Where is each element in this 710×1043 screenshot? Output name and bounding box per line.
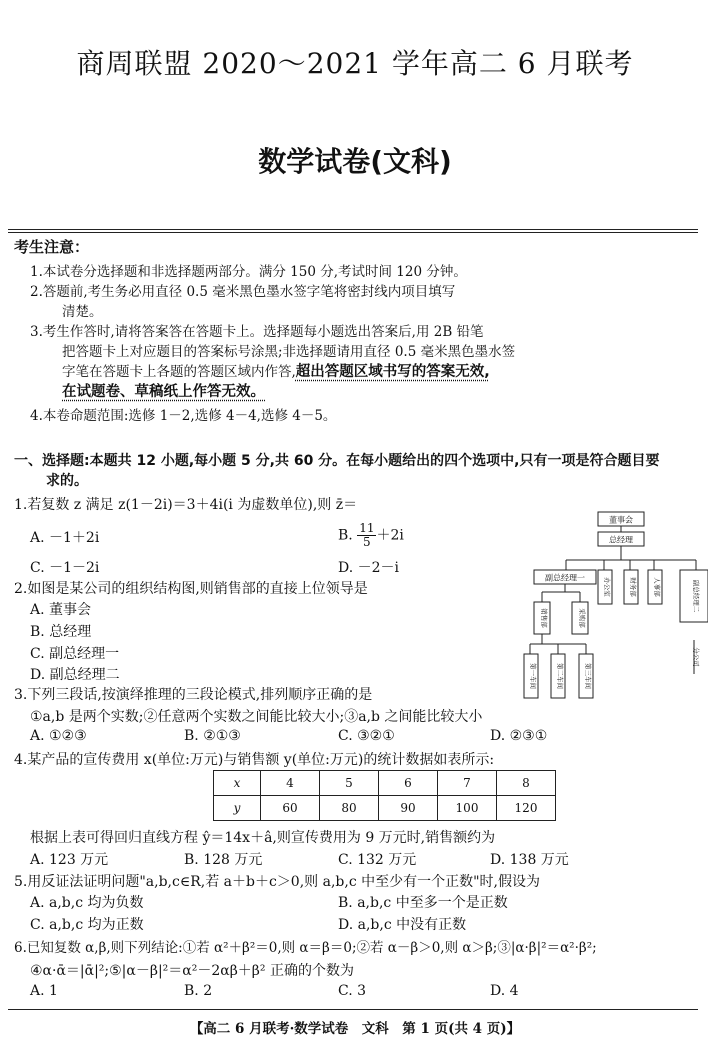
q5-stem: 5.用反证法证明问题"a,b,c∈R,若 a＋b＋c＞0,则 a,b,c 中至少有一个正数"时,假设为 [14, 874, 540, 890]
q6-option-d: D. 4 [490, 983, 519, 999]
org-node-finance: 财务部 [629, 577, 637, 597]
q1-option-c: C. －1－2i [30, 560, 100, 576]
notice-item-3: 3.考生作答时,请将答案答在答题卡上。选择题每小题选出答案后,用 2B 铅笔 [30, 324, 484, 340]
table-cell: 90 [379, 796, 438, 821]
org-node-ceo: 总经理 [609, 535, 633, 545]
q6-stem: 6.已知复数 α,β,则下列结论:①若 α²＋β²＝0,则 α＝β＝0;②若 α－β＞0,则 α＞β;③|α·β|²＝α²·β²; [14, 940, 597, 956]
q3-option-d: D. ②③① [490, 728, 548, 744]
org-node-office: 办公室 [603, 577, 611, 597]
q1-fraction-den: 5 [363, 535, 371, 549]
org-node-sales: 销售部 [540, 608, 548, 628]
q1-option-b-fraction [357, 522, 376, 549]
divider-top [8, 229, 698, 230]
table-cell: 100 [438, 796, 497, 821]
table-cell: 80 [320, 796, 379, 821]
org-node-workshop2: 第二车间 [556, 663, 564, 689]
notice-item-4: 4.本卷命题范围:选修 1－2,选修 4－4,选修 4－5。 [30, 408, 337, 424]
q1-option-a: A. －1＋2i [30, 530, 100, 546]
q5-option-c: C. a,b,c 均为正数 [30, 917, 144, 933]
table-cell: 120 [497, 796, 556, 821]
q3-option-b: B. ②①③ [184, 728, 241, 744]
section-heading-cont: 求的。 [46, 473, 88, 489]
q2-option-d: D. 副总经理二 [30, 667, 120, 683]
q1-option-b-label: B. [338, 527, 353, 544]
exam-title: 商周联盟 2020～2021 学年高二 6 月联考 [76, 47, 634, 80]
q1-option-b [338, 522, 404, 549]
q4-data-table [213, 770, 556, 821]
q4-option-d: D. 138 万元 [490, 852, 569, 868]
q5-option-d: D. a,b,c 中没有正数 [338, 917, 467, 933]
table-cell: 5 [320, 771, 379, 796]
q2-option-b: B. 总经理 [30, 624, 92, 640]
org-node-vp1: 副总经理一 [545, 573, 585, 583]
table-cell: 8 [497, 771, 556, 796]
q2-option-c: C. 副总经理一 [30, 646, 120, 662]
org-node-board: 董事会 [609, 515, 633, 525]
q2-option-a: A. 董事会 [30, 602, 92, 618]
org-node-workshop3: 第三车间 [584, 663, 592, 689]
org-node-vp2: 副总经理二 [692, 579, 700, 613]
table-cell: y [214, 796, 261, 821]
q1-stem: 1.若复数 z 满足 z(1－2i)＝3＋4i(i 为虚数单位),则 z̄＝ [14, 497, 358, 513]
q5-option-b: B. a,b,c 中至多一个是正数 [338, 895, 508, 911]
q4-stem-2: 根据上表可得回归直线方程 ŷ＝14x＋â,则宣传费用为 9 万元时,销售额约为 [30, 830, 496, 846]
notice-item-3b: 把答题卡上对应题目的答案标号涂黑;非选择题请用直径 0.5 毫米黑色墨水签 [62, 344, 516, 360]
notice-item-3c-text: 字笔在答题卡上各题的答题区域内作答, [62, 364, 296, 380]
notice-emphasis-1: 超出答题区域书写的答案无效, [295, 364, 490, 380]
notice-item-1: 1.本试卷分选择题和非选择题两部分。满分 150 分,考试时间 120 分钟。 [30, 264, 467, 280]
table-row-y [214, 796, 556, 821]
q6-option-a: A. 1 [30, 983, 58, 999]
q1-option-d: D. －2－i [338, 560, 400, 576]
q2-stem: 2.如图是某公司的组织结构图,则销售部的直接上位领导是 [14, 581, 368, 597]
org-node-hr: 人事部 [653, 577, 661, 597]
table-row-x [214, 771, 556, 796]
q6-option-b: B. 2 [184, 983, 213, 999]
q1-fraction-num: 11 [359, 521, 375, 535]
notice-item-3c [62, 360, 490, 381]
table-cell: x [214, 771, 261, 796]
q4-option-b: B. 128 万元 [184, 852, 263, 868]
q3-stem: 3.下列三段话,按演绎推理的三段论模式,排列顺序正确的是 [14, 687, 373, 703]
q6-option-c: C. 3 [338, 983, 367, 999]
table-cell: 4 [261, 771, 320, 796]
q4-option-a: A. 123 万元 [30, 852, 109, 868]
divider-bottom [8, 1009, 698, 1010]
notice-emphasis-2: 在试题卷、草稿纸上作答无效。 [62, 384, 265, 400]
q5-option-a: A. a,b,c 均为负数 [30, 895, 144, 911]
notice-title: 考生注意： [14, 238, 90, 256]
org-node-branch: 分公司 [692, 647, 700, 667]
section-heading: 一、选择题:本题共 12 小题,每小题 5 分,共 60 分。在每小题给出的四个选项中,只有一项是符合题目要 [14, 453, 660, 469]
q4-stem: 4.某产品的宣传费用 x(单位:万元)与销售额 y(单位:万元)的统计数据如表所示: [14, 752, 495, 768]
page-footer: 【高二 6 月联考·数学试卷 文科 第 1 页(共 4 页)】 [189, 1021, 521, 1037]
q3-statement: ①a,b 是两个实数;②任意两个实数之间能比较大小;③a,b 之间能比较大小 [30, 709, 483, 725]
q4-option-c: C. 132 万元 [338, 852, 417, 868]
org-node-purchase: 采购部 [578, 608, 586, 628]
divider-top-2 [8, 232, 698, 233]
notice-item-2b: 清楚。 [62, 304, 103, 320]
exam-subject: 数学试卷(文科) [258, 145, 452, 178]
q1-option-b-rest: ＋2i [376, 527, 404, 544]
org-chart [520, 508, 708, 703]
table-cell: 60 [261, 796, 320, 821]
table-cell: 6 [379, 771, 438, 796]
q6-stem-2: ④α·ᾱ＝|ᾱ|²;⑤|α－β|²＝α²－2αβ＋β² 正确的个数为 [30, 963, 354, 979]
q3-option-c: C. ③②① [338, 728, 395, 744]
org-node-workshop1: 第一车间 [529, 663, 537, 689]
table-cell: 7 [438, 771, 497, 796]
q3-option-a: A. ①②③ [30, 728, 87, 744]
notice-item-2: 2.答题前,考生务必用直径 0.5 毫米黑色墨水签字笔将密封线内项目填写 [30, 284, 456, 300]
